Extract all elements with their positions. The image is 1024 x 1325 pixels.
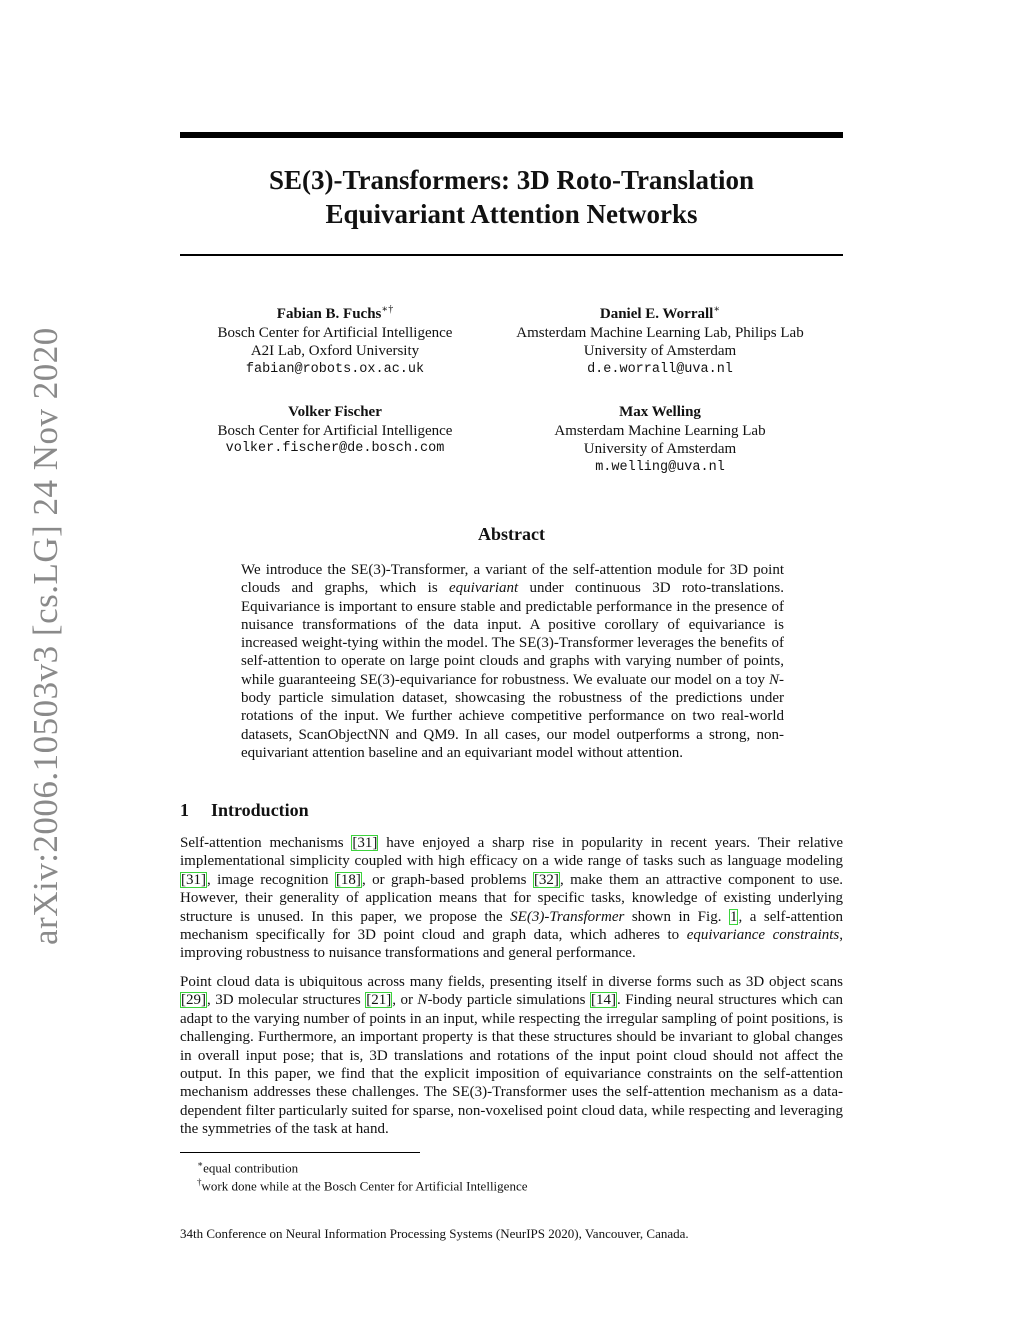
author-block-welling bbox=[495, 403, 825, 477]
citation-link[interactable]: [14] bbox=[590, 992, 616, 1009]
author-affiliation: Amsterdam Machine Learning Lab bbox=[554, 422, 766, 439]
title-line-2: Equivariant Attention Networks bbox=[325, 199, 698, 229]
citation-link[interactable]: [18] bbox=[335, 871, 361, 888]
figure-link[interactable]: 1 bbox=[729, 908, 738, 925]
author-name: Daniel E. Worrall bbox=[599, 306, 714, 322]
author-block-worrall bbox=[495, 301, 825, 379]
title-rule-top bbox=[180, 132, 843, 138]
author-name: Fabian B. Fuchs bbox=[276, 306, 382, 322]
author-email[interactable]: m.welling@uva.nl bbox=[595, 459, 725, 475]
paper-title bbox=[180, 163, 843, 231]
venue-footer: 34th Conference on Neural Information Processing Systems (NeurIPS 2020), Vancouver, Canada. bbox=[180, 1226, 689, 1241]
citation-link[interactable]: [21] bbox=[366, 992, 392, 1009]
author-affiliation: University of Amsterdam bbox=[583, 441, 737, 457]
author-block-fuchs bbox=[170, 301, 500, 379]
footnote-1: ∗equal contribution bbox=[197, 1159, 299, 1176]
arxiv-stamp: arXiv:2006.10503v3 [cs.LG] 24 Nov 2020 bbox=[26, 327, 65, 945]
section-title: Introduction bbox=[211, 800, 309, 820]
abstract-text: We introduce the SE(3)-Transformer, a variant of the self-attention module for 3D point clouds and graphs, which is equivariant under continuous 3D roto-translations. Equivariance is important to ensure stable and predictable performance in the presence of nuisance transformations of the data input. A positive corollary of equivariance is increased weight-tying within the model. The SE(3)-Transformer leverages the benefits of self-attention to operate on large point clouds and graphs with varying number of points, while guaranteeing SE(3)-equivariance for robustness. We evaluate our model on a toy N-body particle simulation dataset, showcasing the robustness of the predictions under rotations of the input. We further achieve competitive performance on two real-world datasets, ScanObjectNN and QM9. In all cases, our model outperforms a strong, non-equivariant attention baseline and an equivariant model without attention. bbox=[241, 562, 784, 761]
intro-paragraph-2: Point cloud data is ubiquitous across many fields, presenting itself in diverse forms such as 3D object scans [29], 3D molecular structures [21], or N-body particle simulations [14]. Finding neural structures which can adapt to the varying number of points in an input, while respecting the irregular sampling of point positions, is challenging. Furthermore, an important property is that these structures should be invariant to global changes in overall input pose; that is, 3D translations and rotations of the input point cloud should not affect the output. In this paper, we find that the explicit imposition of equivariance constraints on the self-attention mechanism addresses these challenges. The SE(3)-Transformer uses the self-attention mechanism as a data-dependent filter particularly suited for sparse, non-voxelised point cloud data, while respecting and leveraging the symmetries of the task at hand. bbox=[180, 974, 844, 1138]
title-rule-bottom bbox=[180, 254, 843, 256]
section-number: 1 bbox=[180, 800, 189, 820]
citation-link[interactable]: [32] bbox=[533, 871, 559, 888]
author-mark: ∗ bbox=[713, 304, 721, 315]
abstract-heading: Abstract bbox=[478, 524, 545, 544]
author-affiliation: Amsterdam Machine Learning Lab, Philips Lab bbox=[516, 324, 804, 341]
citation-link[interactable]: [29] bbox=[181, 992, 206, 1009]
author-affiliation: A2I Lab, Oxford University bbox=[250, 343, 420, 359]
author-affiliation: Bosch Center for Artificial Intelligence bbox=[217, 422, 453, 439]
footnote-2: †work done while at the Bosch Center for Artificial Intelligence bbox=[197, 1177, 528, 1194]
footnote-rule bbox=[180, 1152, 420, 1153]
title-line-1: SE(3)-Transformers: 3D Roto-Translation bbox=[269, 165, 754, 195]
author-email[interactable]: volker.fischer@de.bosch.com bbox=[225, 441, 445, 456]
author-affiliation: University of Amsterdam bbox=[583, 343, 737, 359]
citation-link[interactable]: [31] bbox=[181, 871, 206, 888]
author-affiliation: Bosch Center for Artificial Intelligence bbox=[217, 324, 453, 341]
author-name: Volker Fischer bbox=[288, 404, 382, 420]
intro-paragraph-1: Self-attention mechanisms [31] have enjoyed a sharp rise in popularity in recent years. Their relative implementational simplicity coupled with high efficacy on a wide range of tasks such as language modeling [31], image recognition [18], or graph-based problems [32], make them an attractive component to use. However, their generality of application means that for specific tasks, knowledge of existing underlying structure is unused. In this paper, we propose the SE(3)-Transformer shown in Fig. 1, a self-attention mechanism specifically for 3D point cloud and graph data, which adheres to equivariance constraints, improving robustness to nuisance transformations and general performance. bbox=[180, 835, 844, 962]
author-mark: ∗† bbox=[381, 304, 394, 315]
author-name: Max Welling bbox=[619, 404, 701, 420]
section-heading-introduction bbox=[180, 800, 309, 821]
author-block-fischer bbox=[170, 403, 500, 459]
author-email[interactable]: d.e.worrall@uva.nl bbox=[587, 361, 733, 377]
author-email[interactable]: fabian@robots.ox.ac.uk bbox=[245, 361, 425, 377]
citation-link[interactable]: [31] bbox=[352, 835, 378, 851]
